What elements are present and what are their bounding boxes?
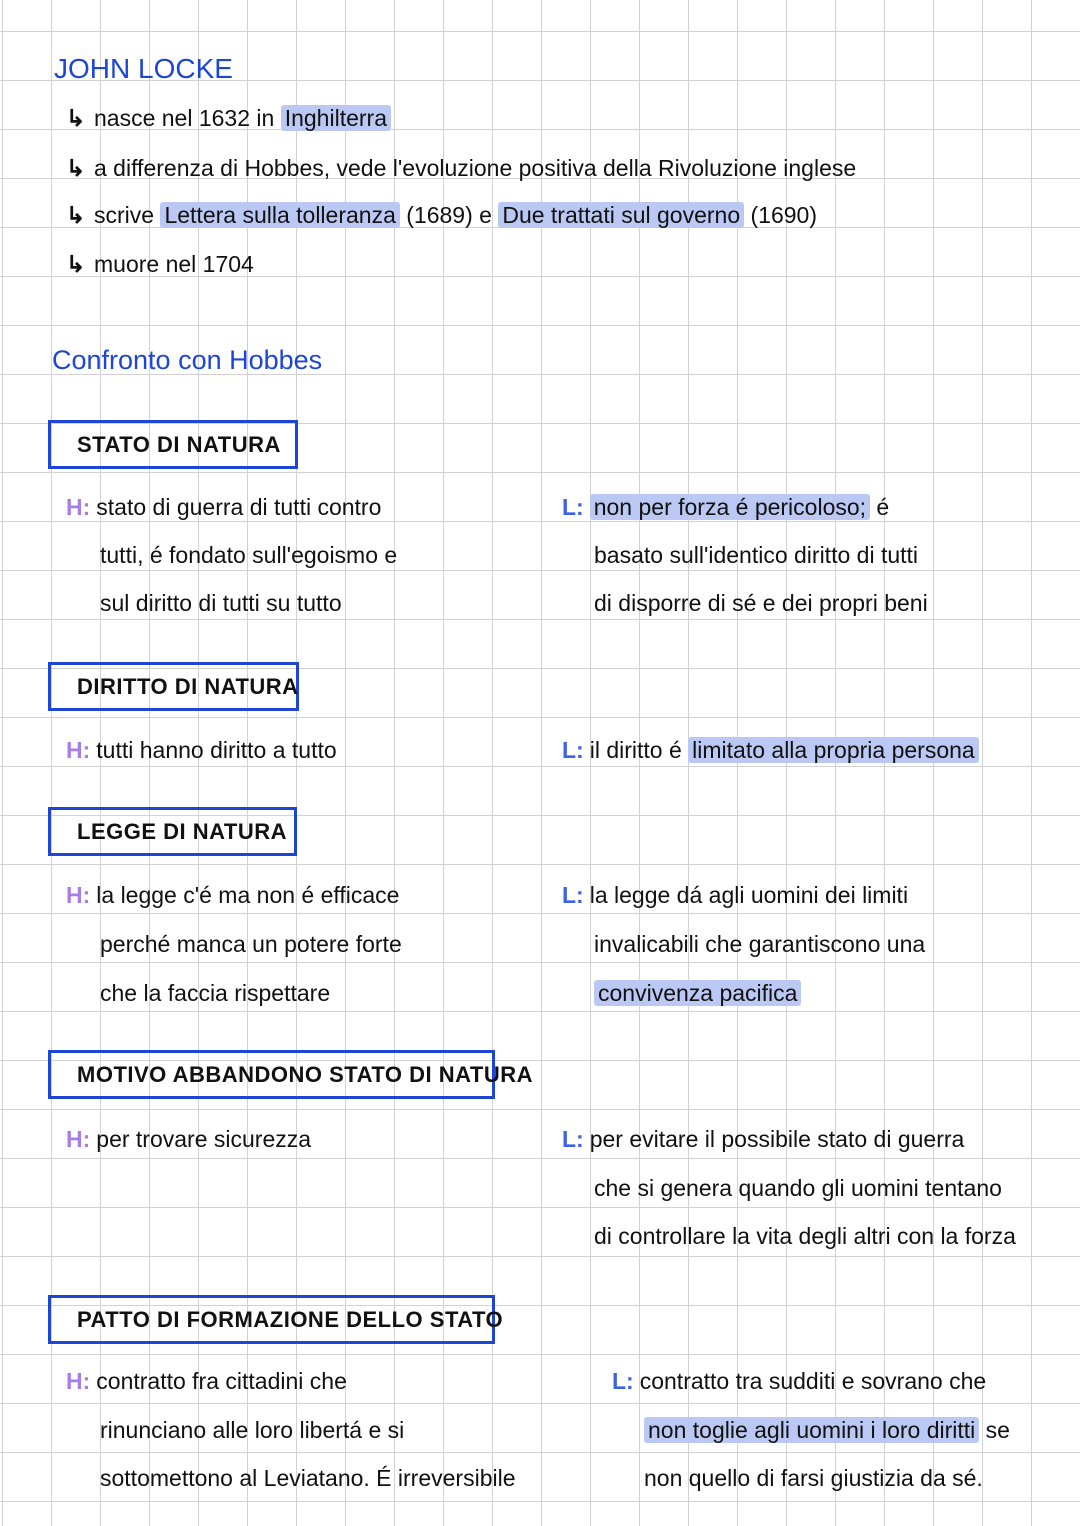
locke-label: L: bbox=[612, 1368, 634, 1394]
arrow-bullet-icon: ↳ bbox=[66, 202, 86, 228]
text-line bbox=[66, 492, 381, 522]
text-line bbox=[594, 929, 925, 959]
hobbes-label: H: bbox=[66, 1126, 91, 1152]
text: a differenza di Hobbes, vede l'evoluzione positiva della Rivoluzione inglese bbox=[94, 155, 857, 181]
highlighted-text: Lettera sulla tolleranza bbox=[160, 202, 399, 228]
text: contratto tra sudditi e sovrano che bbox=[639, 1368, 987, 1394]
text-line bbox=[100, 540, 397, 570]
locke-label: L: bbox=[562, 1126, 584, 1152]
bullet-item bbox=[66, 153, 856, 183]
highlighted-text: Due trattati sul governo bbox=[498, 202, 744, 228]
text-line bbox=[594, 1221, 1016, 1251]
text: muore nel 1704 bbox=[94, 251, 254, 277]
text-line bbox=[66, 880, 399, 910]
bullet-item bbox=[66, 249, 254, 279]
text: é bbox=[870, 494, 890, 520]
section-heading-box: DIRITTO DI NATURA bbox=[48, 662, 299, 711]
locke-label: L: bbox=[562, 882, 584, 908]
text-line bbox=[66, 1366, 347, 1396]
highlighted-text: non per forza é pericoloso; bbox=[590, 494, 870, 520]
text: nasce nel 1632 in bbox=[94, 105, 281, 131]
text: basato sull'identico diritto di tutti bbox=[594, 542, 919, 568]
text: perché manca un potere forte bbox=[100, 931, 402, 957]
text: tutti hanno diritto a tutto bbox=[96, 737, 337, 763]
text: la legge c'é ma non é efficace bbox=[96, 882, 400, 908]
text: tutti, é fondato sull'egoismo e bbox=[100, 542, 398, 568]
text-line bbox=[100, 929, 402, 959]
text: la legge dá agli uomini dei limiti bbox=[589, 882, 909, 908]
text-line bbox=[644, 1415, 1010, 1445]
text-line bbox=[66, 735, 337, 765]
text: che si genera quando gli uomini tentano bbox=[594, 1175, 1002, 1201]
text-line bbox=[594, 1173, 1002, 1203]
text: invalicabili che garantiscono una bbox=[594, 931, 926, 957]
section-heading-box: PATTO DI FORMAZIONE DELLO STATO bbox=[48, 1295, 495, 1344]
text-line bbox=[562, 492, 889, 522]
text-line bbox=[66, 1124, 311, 1154]
section-subtitle: Confronto con Hobbes bbox=[52, 345, 323, 375]
text: se bbox=[979, 1417, 1010, 1443]
bullet-item bbox=[66, 103, 391, 133]
text-line bbox=[644, 1463, 983, 1493]
text: contratto fra cittadini che bbox=[96, 1368, 347, 1394]
text: scrive bbox=[94, 202, 161, 228]
text: sul diritto di tutti su tutto bbox=[100, 590, 342, 616]
bullet-item bbox=[66, 200, 817, 230]
text-line bbox=[100, 1415, 404, 1445]
text: per trovare sicurezza bbox=[96, 1126, 312, 1152]
arrow-bullet-icon: ↳ bbox=[66, 251, 86, 277]
highlighted-text: convivenza pacifica bbox=[594, 980, 801, 1006]
page-title: JOHN LOCKE bbox=[54, 53, 233, 84]
locke-label: L: bbox=[562, 494, 584, 520]
text: rinunciano alle loro libertá e si bbox=[100, 1417, 405, 1443]
text: il diritto é bbox=[589, 737, 689, 763]
text: per evitare il possibile stato di guerra bbox=[589, 1126, 965, 1152]
arrow-bullet-icon: ↳ bbox=[66, 155, 86, 181]
section-heading-box: LEGGE DI NATURA bbox=[48, 807, 297, 856]
hobbes-label: H: bbox=[66, 1368, 91, 1394]
section-heading-box: STATO DI NATURA bbox=[48, 420, 298, 469]
text-line bbox=[562, 880, 908, 910]
hobbes-label: H: bbox=[66, 737, 91, 763]
text: non quello di farsi giustizia da sé. bbox=[644, 1465, 983, 1491]
section-heading-box: MOTIVO ABBANDONO STATO DI NATURA bbox=[48, 1050, 495, 1099]
text: (1689) e bbox=[399, 202, 499, 228]
highlighted-text: limitato alla propria persona bbox=[688, 737, 979, 763]
text: (1690) bbox=[744, 202, 817, 228]
text: sottomettono al Leviatano. É irreversibile bbox=[100, 1465, 516, 1491]
text-line bbox=[562, 1124, 964, 1154]
text-line bbox=[594, 978, 801, 1008]
text-line bbox=[594, 588, 928, 618]
text: di controllare la vita degli altri con la forza bbox=[594, 1223, 1016, 1249]
highlighted-text: non toglie agli uomini i loro diritti bbox=[644, 1417, 979, 1443]
locke-label: L: bbox=[562, 737, 584, 763]
hobbes-label: H: bbox=[66, 882, 91, 908]
text: di disporre di sé e dei propri beni bbox=[594, 590, 928, 616]
arrow-bullet-icon: ↳ bbox=[66, 105, 86, 131]
text-line bbox=[100, 588, 342, 618]
highlighted-text: Inghilterra bbox=[281, 105, 391, 131]
text-line bbox=[594, 540, 918, 570]
text-line bbox=[612, 1366, 986, 1396]
text: stato di guerra di tutti contro bbox=[96, 494, 382, 520]
text-line bbox=[562, 735, 979, 765]
text-line bbox=[100, 978, 330, 1008]
text-line bbox=[100, 1463, 516, 1493]
text: che la faccia rispettare bbox=[100, 980, 331, 1006]
hobbes-label: H: bbox=[66, 494, 91, 520]
